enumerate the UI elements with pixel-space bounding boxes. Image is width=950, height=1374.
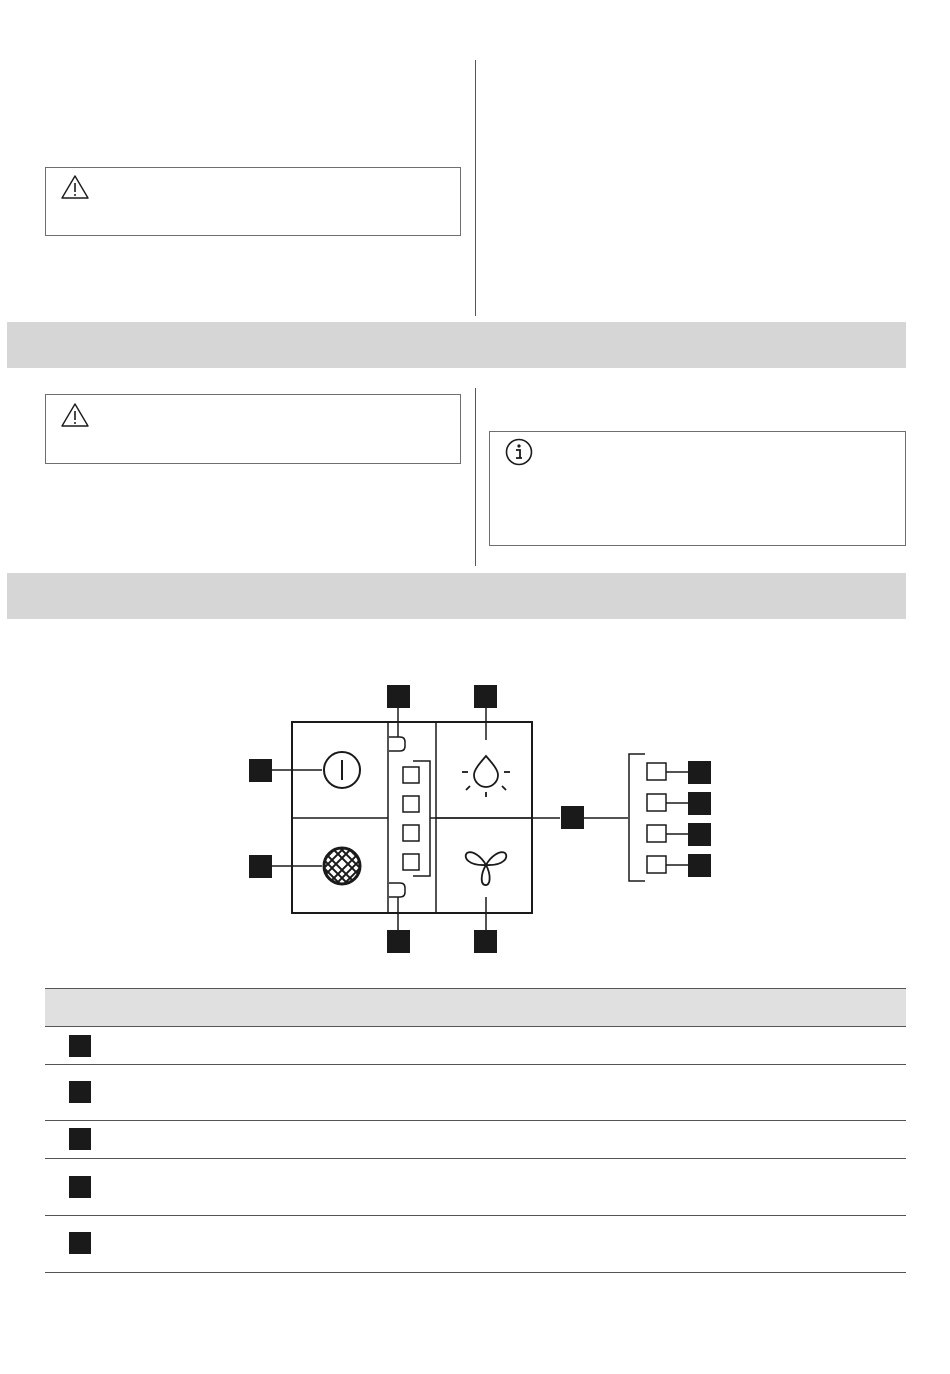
- indicator-bottom: [389, 883, 405, 897]
- fan-speed-indicator: [403, 825, 419, 841]
- fan-speed-indicator: [403, 796, 419, 812]
- legend-indicator: [647, 825, 666, 842]
- callout-marker: [688, 854, 711, 877]
- light-bulb-icon: [462, 756, 510, 797]
- row-marker: [69, 1081, 91, 1103]
- table-row: [45, 1159, 906, 1216]
- callout-marker: [688, 792, 711, 815]
- fan-icon: [466, 852, 507, 885]
- table-row: [45, 1027, 906, 1065]
- fan-speed-indicator: [403, 767, 419, 783]
- callout-marker: [474, 930, 497, 953]
- callout-marker: [387, 930, 410, 953]
- table-header: [45, 988, 906, 1027]
- legend-bracket: [629, 754, 645, 881]
- legend-indicator: [647, 763, 666, 780]
- callout-marker: [474, 685, 497, 708]
- table-row: [45, 1121, 906, 1159]
- fan-speed-indicator: [403, 854, 419, 870]
- table-row: [45, 1065, 906, 1121]
- callout-marker: [688, 823, 711, 846]
- row-marker: [69, 1232, 91, 1254]
- callout-marker: [688, 761, 711, 784]
- callout-marker: [249, 759, 272, 782]
- power-icon: [324, 752, 360, 788]
- callout-marker: [387, 685, 410, 708]
- controls-table: [45, 988, 906, 1273]
- grease-filter-icon: [318, 842, 366, 890]
- legend-indicator: [647, 794, 666, 811]
- row-marker: [69, 1128, 91, 1150]
- row-marker: [69, 1035, 91, 1057]
- callout-marker: [249, 855, 272, 878]
- legend-indicator: [647, 856, 666, 873]
- speed-bracket: [413, 761, 430, 876]
- callout-marker: [561, 806, 584, 829]
- table-row: [45, 1216, 906, 1273]
- indicator-top: [389, 737, 405, 751]
- row-marker: [69, 1176, 91, 1198]
